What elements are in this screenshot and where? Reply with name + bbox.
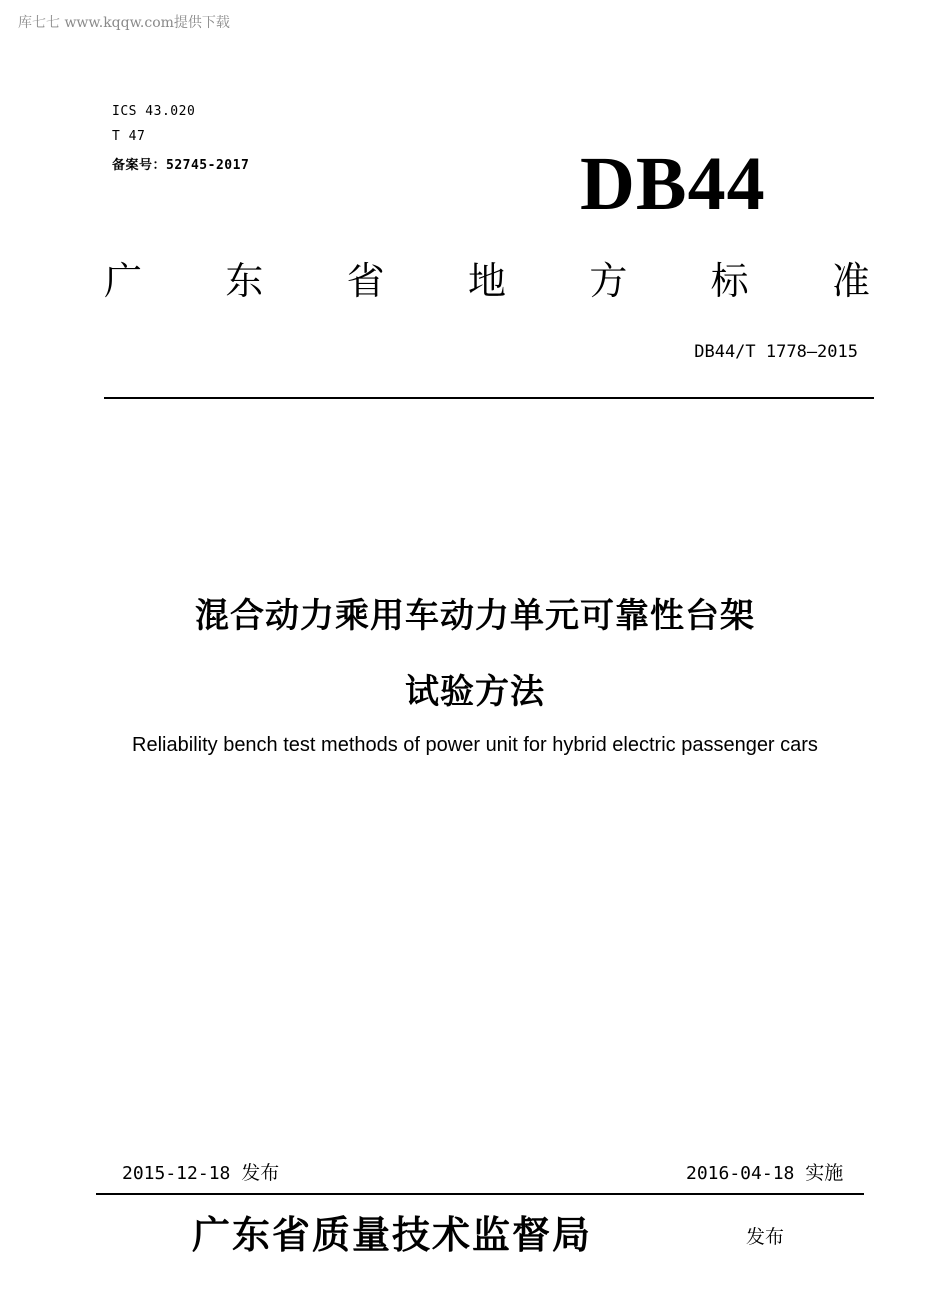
footer-divider [96,1193,864,1195]
ccs-code: T 47 [112,129,146,144]
watermark-text: 库七七 www.kqqw.com提供下载 [18,15,230,31]
db44-logo: DB44 [580,142,766,226]
issue-date [122,1158,279,1185]
title-char: 标 [710,259,749,303]
title-char: 方 [589,259,628,303]
ics-code: ICS 43.020 [112,104,196,119]
document-title-line1: 混合动力乘用车动力单元可靠性台架 [195,596,755,636]
issue-date-word: 发布 [241,1162,280,1184]
document-title-english: Reliability bench test methods of power unit for hybrid electric passenger cars [132,734,818,756]
issuing-authority: 广东省质量技术监督局 [192,1212,593,1257]
standard-category-title [104,250,870,305]
title-char: 东 [225,259,264,303]
header-divider [104,397,874,399]
standard-code: DB44/T 1778—2015 [694,342,858,362]
title-char: 广 [104,259,143,303]
issue-date-value: 2015-12-18 [122,1163,231,1184]
implement-date-value: 2016-04-18 [686,1163,795,1184]
title-char: 地 [467,259,506,303]
document-title-line2: 试验方法 [405,672,545,712]
record-number: 备案号：52745-2017 [112,158,250,173]
title-char: 准 [831,259,870,303]
implement-date-word: 实施 [805,1162,844,1184]
title-char: 省 [346,259,385,303]
issuer-label: 发布 [746,1226,785,1248]
implement-date [686,1158,843,1185]
